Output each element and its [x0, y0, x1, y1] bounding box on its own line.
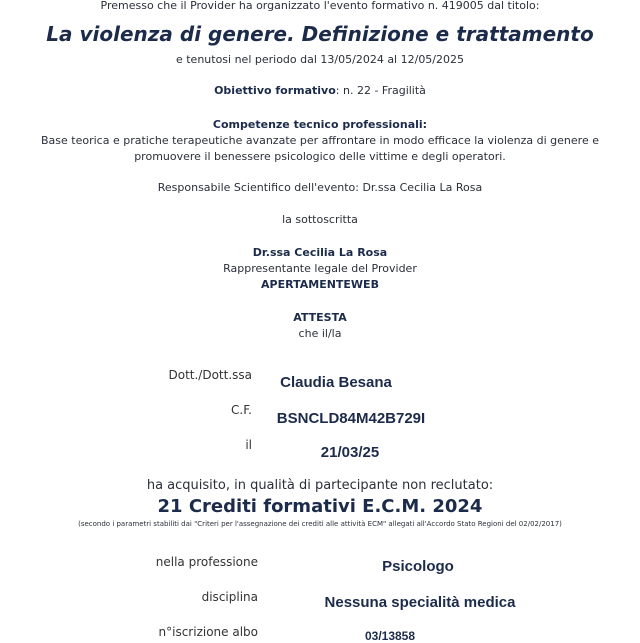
participant-date: 21/03/25	[320, 444, 380, 461]
profession-value: Psicologo	[382, 558, 454, 575]
participant-cf: BSNCLD84M42B729I	[276, 410, 426, 427]
signer-role: Rappresentante legale del Provider	[223, 262, 417, 275]
provider-name: APERTAMENTEWEB	[261, 278, 379, 291]
che-text: che il/la	[298, 327, 342, 340]
credits-note: (secondo i parametri stabiliti dai "Criteri per l'assegnazione dei crediti alle attività ECM" allegati all'Accordo Stato Regioni del 02/02/2017)	[78, 520, 562, 528]
objective-label: Obiettivo formativo	[214, 84, 336, 97]
intro-text: Premesso che il Provider ha organizzato l'evento formativo n. 419005 dal titolo:	[100, 0, 540, 12]
attesta-heading: ATTESTA	[293, 311, 347, 324]
event-title: La violenza di genere. Definizione e trattamento	[46, 22, 594, 46]
discipline-label: disciplina	[201, 590, 258, 604]
objective-value: : n. 22 - Fragilità	[335, 84, 426, 97]
name-label: Dott./Dott.ssa	[168, 368, 252, 382]
credits-heading: 21 Crediti formativi E.C.M. 2024	[157, 496, 483, 517]
register-value: 03/13858	[364, 629, 416, 643]
register-label: n°iscrizione albo	[158, 625, 258, 639]
undersigned-text: la sottoscritta	[282, 213, 358, 226]
competences-line-1: Base teorica e pratiche terapeutiche avanzate per affrontare in modo efficace la violenza di genere e	[41, 134, 599, 147]
date-label: il	[245, 438, 252, 452]
scientific-responsible: Responsabile Scientifico dell'evento: Dr.ssa Cecilia La Rosa	[157, 181, 483, 194]
profession-label: nella professione	[155, 555, 258, 569]
event-period: e tenutosi nel periodo dal 13/05/2024 al 12/05/2025	[175, 53, 465, 66]
objective	[0, 84, 640, 97]
competences-label: Competenze tecnico professionali:	[212, 118, 428, 131]
participant-name: Claudia Besana	[280, 374, 392, 391]
signer-name: Dr.ssa Cecilia La Rosa	[252, 246, 388, 259]
competences-line-2: promuovere il benessere psicologico delle vittime e degli operatori.	[134, 150, 506, 163]
discipline-value: Nessuna specialità medica	[324, 594, 516, 611]
cf-label: C.F.	[231, 403, 252, 417]
acquired-text: ha acquisito, in qualità di partecipante non reclutato:	[146, 478, 494, 493]
